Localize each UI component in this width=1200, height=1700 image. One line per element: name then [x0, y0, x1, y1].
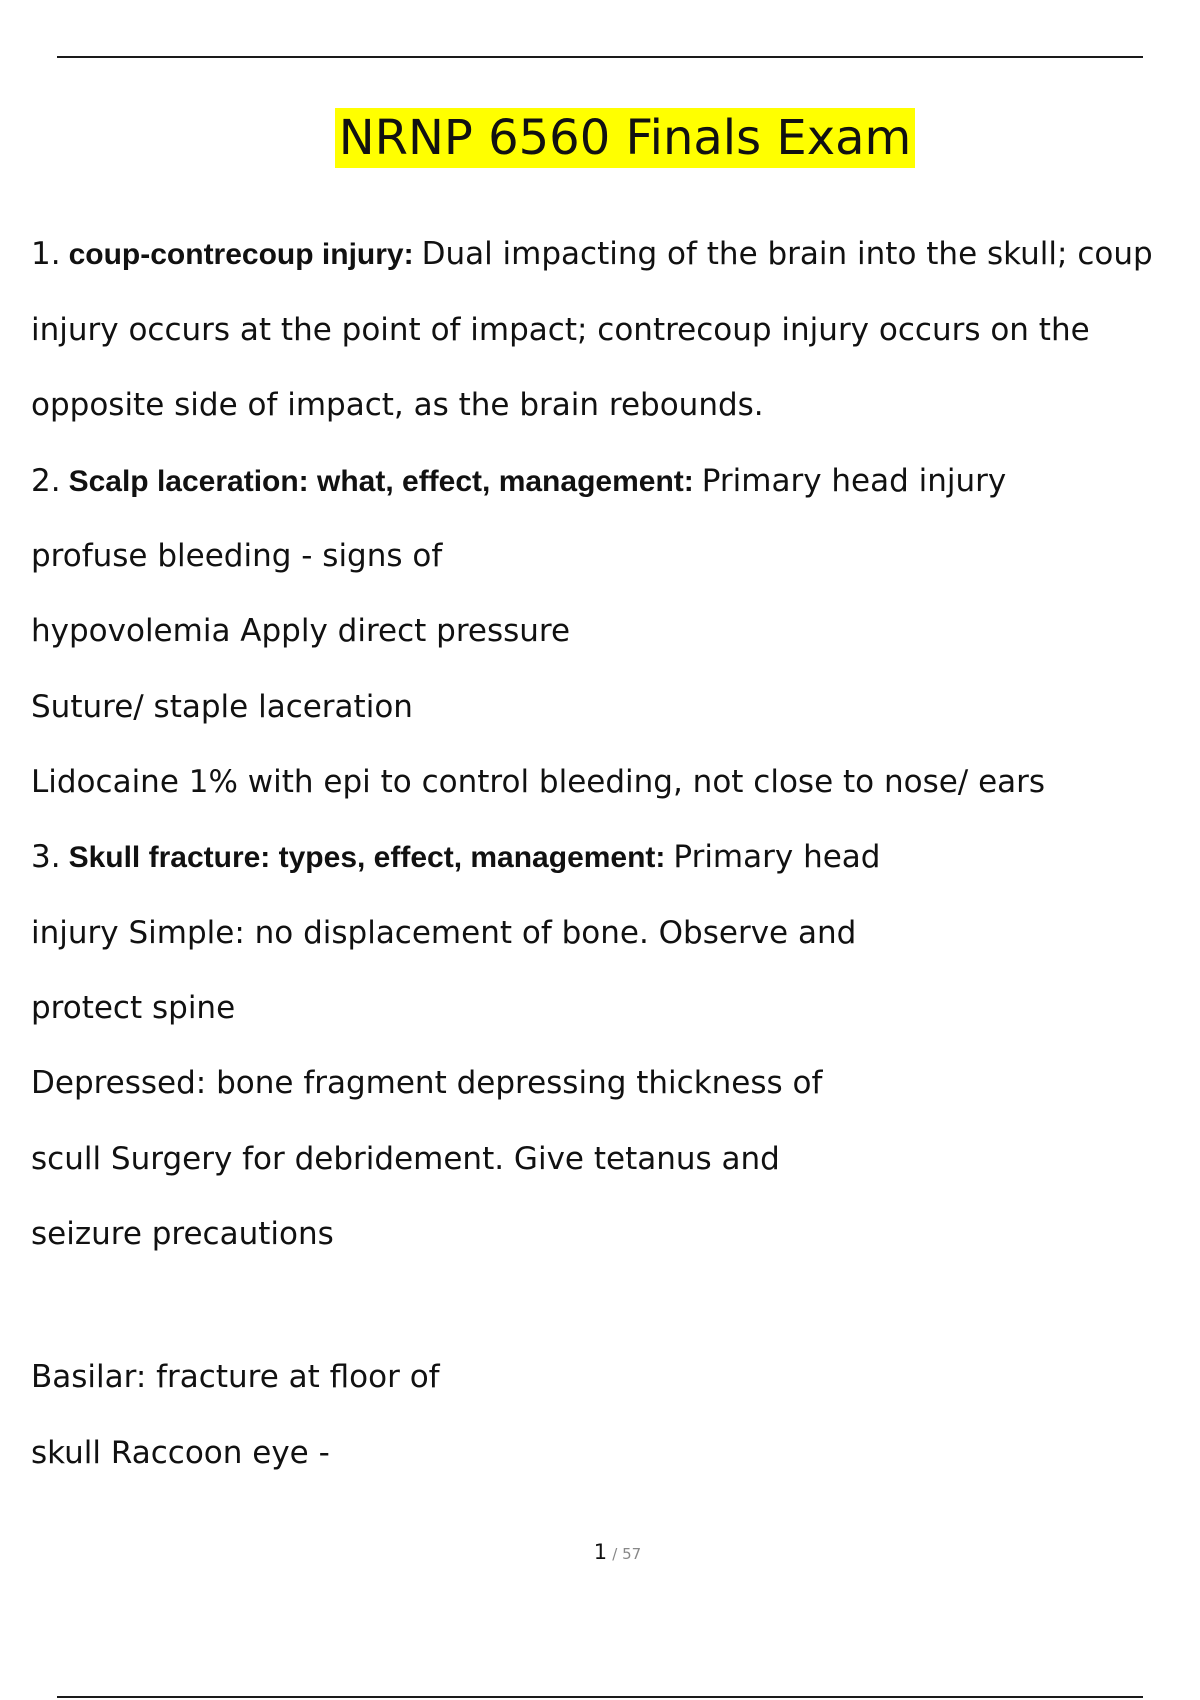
item-2-line-3: hypovolemia Apply direct pressure: [31, 613, 571, 649]
item-3-line-8: skull Raccoon eye -: [31, 1435, 330, 1471]
top-divider: [57, 56, 1143, 58]
item-2-line-5: Lidocaine 1% with epi to control bleeding, not close to nose/ ears: [31, 764, 1046, 800]
item-term: coup-contrecoup injury:: [68, 238, 414, 271]
item-1-line-3: opposite side of impact, as the brain rebounds.: [31, 387, 764, 423]
item-term: Skull fracture: types, effect, management:: [68, 841, 666, 874]
item-text: Dual impacting of the brain into the skull; coup: [421, 236, 1153, 272]
item-3-line-6: seizure precautions: [31, 1216, 334, 1252]
item-2-line-1: [31, 461, 1006, 502]
item-2-line-4: Suture/ staple laceration: [31, 689, 413, 725]
item-3-line-3: protect spine: [31, 990, 236, 1026]
item-number: 3.: [31, 839, 61, 875]
total-pages: / 57: [612, 1545, 642, 1563]
item-3-line-7: Basilar: fracture at floor of: [31, 1359, 440, 1395]
item-3-line-4: Depressed: bone fragment depressing thickness of: [31, 1065, 823, 1101]
document-title: NRNP 6560 Finals Exam: [335, 108, 916, 168]
page-indicator: [0, 1540, 1200, 1564]
item-number: 1.: [31, 236, 61, 272]
item-3-line-1: [31, 837, 880, 878]
item-1-line-1: [31, 234, 1153, 275]
item-text: Primary head: [673, 839, 881, 875]
bottom-divider: [57, 1696, 1143, 1698]
item-3-line-2: injury Simple: no displacement of bone. Observe and: [31, 915, 857, 951]
item-text: Primary head injury: [701, 463, 1007, 499]
title-container: [0, 108, 1200, 168]
current-page: 1: [593, 1540, 608, 1564]
item-1-line-2: injury occurs at the point of impact; contrecoup injury occurs on the: [31, 312, 1090, 348]
item-term: Scalp laceration: what, effect, management:: [68, 465, 694, 498]
item-number: 2.: [31, 463, 61, 499]
item-3-line-5: scull Surgery for debridement. Give tetanus and: [31, 1141, 780, 1177]
item-2-line-2: profuse bleeding - signs of: [31, 538, 443, 574]
